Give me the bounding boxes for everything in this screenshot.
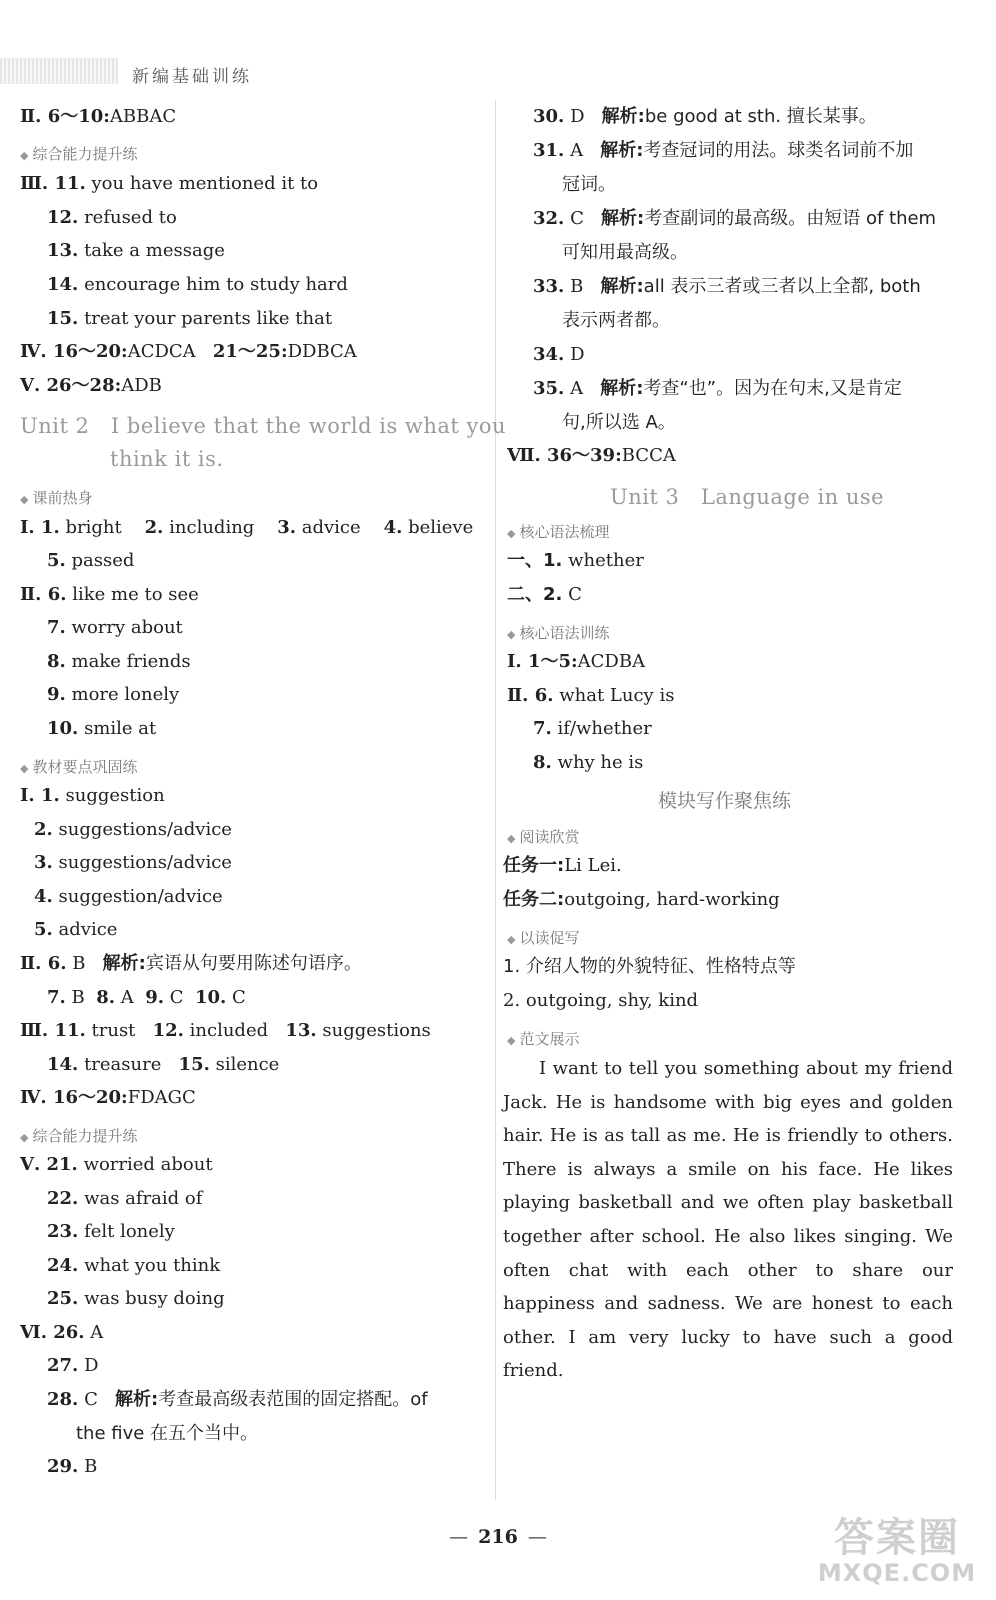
answer-line: 9. more lonely — [47, 684, 180, 705]
book-title: 新编基础训练 — [132, 67, 252, 87]
answer-line: 31. A 解析:考查冠词的用法。球类名词前不加 — [533, 140, 914, 161]
answer-line: 34. D — [533, 344, 585, 365]
answer-line: Ⅰ. 1～5:ACDBA — [507, 651, 646, 672]
answer-line: Ⅰ. 1. suggestion — [20, 785, 165, 806]
answer-line: Ⅴ. 26～28:ADB — [20, 375, 162, 396]
unit-title: Unit 2 I believe that the world is what you — [20, 414, 507, 438]
answer-line: 10. smile at — [47, 718, 157, 739]
answer-line: 25. was busy doing — [47, 1288, 225, 1309]
answer-line: 28. C 解析:考查最高级表范围的固定搭配。of — [47, 1389, 428, 1410]
answer-line-cont: 表示两者都。 — [562, 310, 670, 331]
answer-line: 任务二:outgoing, hard-working — [503, 889, 780, 910]
answer-line: 30. D 解析:be good at sth. 擅长某事。 — [533, 106, 877, 127]
answer-line: Ⅳ. 16～20:ACDCA 21～25:DDBCA — [20, 341, 357, 362]
unit-title-cont: think it is. — [110, 447, 224, 471]
answer-line: 23. felt lonely — [47, 1221, 175, 1242]
answer-line: 8. make friends — [47, 651, 191, 672]
answer-line: 3. suggestions/advice — [34, 852, 232, 873]
answer-line-cont: 可知用最高级。 — [562, 242, 688, 263]
answer-line-cont: 句,所以选 A。 — [562, 412, 676, 433]
answer-line: 二、2. C — [507, 584, 582, 605]
answer-line-cont: the five 在五个当中。 — [76, 1423, 259, 1444]
module-title: 模块写作聚焦练 — [658, 790, 792, 812]
answer-line: 2. outgoing, shy, kind — [503, 990, 699, 1011]
page-footer: — 216 — — [449, 1526, 547, 1548]
answer-line: 24. what you think — [47, 1255, 221, 1276]
answer-line: 5. passed — [47, 550, 135, 571]
answer-line: Ⅴ. 21. worried about — [20, 1154, 213, 1175]
answer-line-cont: 冠词。 — [562, 174, 616, 195]
answer-line: Ⅰ. 1. bright 2. including 3. advice 4. believe — [20, 517, 474, 538]
section-heading: ◆ 综合能力提升练 — [20, 1127, 138, 1145]
answer-line: 5. advice — [34, 919, 118, 940]
answer-line: 29. B — [47, 1456, 98, 1477]
answer-line: 14. encourage him to study hard — [47, 274, 348, 295]
section-heading: ◆ 范文展示 — [507, 1030, 580, 1048]
column-divider — [495, 100, 496, 1500]
watermark-logo: 答案圈 — [834, 1515, 960, 1561]
answer-line: 7. worry about — [47, 617, 183, 638]
section-heading: ◆ 阅读欣赏 — [507, 828, 580, 846]
answer-line: 22. was afraid of — [47, 1188, 203, 1209]
page-number: 216 — [478, 1526, 518, 1548]
answer-line: Ⅱ. 6～10:ABBAC — [20, 106, 177, 127]
answer-line: 7. B 8. A 9. C 10. C — [47, 987, 246, 1008]
answer-line: 15. treat your parents like that — [47, 308, 333, 329]
answer-line: Ⅳ. 16～20:FDAGC — [20, 1087, 196, 1108]
answer-line: Ⅱ. 6. like me to see — [20, 584, 199, 605]
answer-line: 12. refused to — [47, 207, 177, 228]
section-heading: ◆ 教材要点巩固练 — [20, 758, 138, 776]
answer-line: Ⅲ. 11. trust 12. included 13. suggestions — [20, 1020, 431, 1041]
answer-line: 14. treasure 15. silence — [47, 1054, 280, 1075]
answer-line: Ⅲ. 11. you have mentioned it to — [20, 173, 319, 194]
section-heading: ◆ 核心语法训练 — [507, 624, 610, 642]
answer-line: Ⅶ. 36～39:BCCA — [507, 445, 676, 466]
section-heading: ◆ 综合能力提升练 — [20, 145, 138, 163]
answer-line: 27. D — [47, 1355, 99, 1376]
answer-line: 任务一:Li Lei. — [503, 855, 622, 876]
answer-line: 4. suggestion/advice — [34, 886, 223, 907]
answer-line: 1. 介绍人物的外貌特征、性格特点等 — [503, 956, 796, 977]
section-heading: ◆ 核心语法梳理 — [507, 523, 610, 541]
answer-line: 13. take a message — [47, 240, 225, 261]
section-heading: ◆ 课前热身 — [20, 489, 93, 507]
watermark — [812, 1506, 982, 1596]
section-heading: ◆ 以读促写 — [507, 929, 580, 947]
watermark-url: MXQE.COM — [817, 1559, 977, 1587]
answer-line: Ⅵ. 26. A — [20, 1322, 104, 1343]
unit-title: Unit 3 Language in use — [610, 485, 885, 509]
answer-line: 2. suggestions/advice — [34, 819, 232, 840]
model-essay: I want to tell you something about my friend Jack. He is handsome with big eyes and golden hair. He is as tall as me. He is friendly to others. There is always a smile on his face. He likes playing basketball and we often play basketball together after school. He also likes singing. We often chat with each other to share our happiness and sadness. We are honest to each other. I am very lucky to have such a good friend. — [503, 1058, 953, 1382]
answer-line: 7. if/whether — [533, 718, 652, 739]
answer-line: 8. why he is — [533, 752, 644, 773]
answer-line: Ⅱ. 6. B 解析:宾语从句要用陈述句语序。 — [20, 953, 362, 974]
answer-line: 35. A 解析:考查“也”。因为在句末,又是肯定 — [533, 378, 902, 399]
answer-line: Ⅱ. 6. what Lucy is — [507, 685, 675, 706]
header-band — [0, 58, 118, 84]
answer-line: 33. B 解析:all 表示三者或三者以上全都, both — [533, 276, 921, 297]
answer-line: 32. C 解析:考查副词的最高级。由短语 of them — [533, 208, 937, 229]
answer-line: 一、1. whether — [507, 550, 644, 571]
